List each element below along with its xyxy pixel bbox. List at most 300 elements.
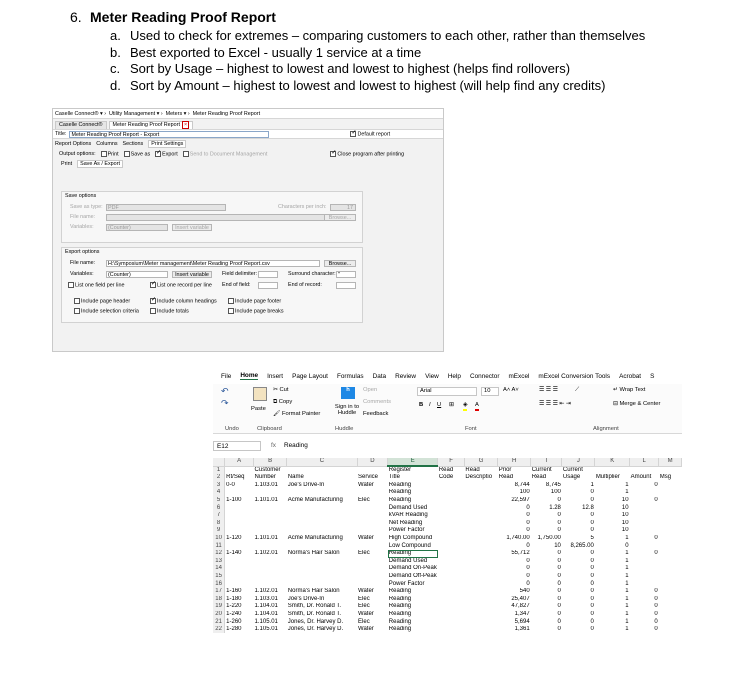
cell-d2[interactable]: Service [358,474,379,481]
paste-icon[interactable] [253,387,267,401]
cell-k6[interactable]: 10 [621,504,629,511]
cell-i1[interactable]: Current [531,466,552,473]
cell-h14[interactable]: 0 [526,565,530,572]
row-header[interactable]: 13 [213,558,225,566]
save-file-name-input[interactable] [106,214,336,221]
cell-b15[interactable] [254,573,287,581]
row-header[interactable]: 1 [213,466,225,474]
cell-l22[interactable]: 0 [654,626,658,633]
cell-j11[interactable]: 8,265.00 [570,542,594,549]
cell-i20[interactable]: 0 [557,610,561,617]
include-page-footer-toggle[interactable] [228,298,281,305]
cell-j15[interactable]: 0 [590,573,594,580]
surround-char-input[interactable]: " [336,271,356,278]
tab-sections[interactable]: Sections [122,141,144,147]
cell-a7[interactable] [225,512,254,520]
cell-g20[interactable] [464,611,497,619]
cell-e16[interactable]: Power Factor [388,580,425,587]
cell-k18[interactable]: 1 [625,595,629,602]
cell-e22[interactable]: Reading [388,626,412,633]
cell-f17[interactable] [438,588,465,596]
huddle-open-button[interactable]: Open [363,387,378,393]
cell-k8[interactable]: 10 [621,519,629,526]
include-page-header-toggle[interactable] [74,298,130,305]
cell-m20[interactable] [659,611,682,619]
cell-j7[interactable]: 0 [590,512,594,519]
cut-button[interactable] [273,387,289,394]
row-header[interactable]: 20 [213,611,225,619]
cell-h6[interactable]: 0 [526,504,530,511]
cell-k3[interactable]: 1 [625,481,629,488]
cell-f20[interactable] [438,611,465,619]
breadcrumb-report[interactable]: Meter Reading Proof Report [192,110,261,117]
cell-k1[interactable] [595,466,630,474]
huddle-feedback-button[interactable]: Feedback [363,411,389,417]
cell-j3[interactable]: 1 [590,481,594,488]
cell-k13[interactable]: 1 [625,557,629,564]
cell-c8[interactable] [287,520,357,528]
cell-h8[interactable]: 0 [526,519,530,526]
row-header[interactable]: 16 [213,580,225,588]
cell-b3[interactable]: 1.103.01 [254,481,278,488]
cell-f19[interactable] [438,603,465,611]
row-header[interactable]: 9 [213,527,225,535]
cell-b19[interactable]: 1.104.01 [254,603,278,610]
column-header-g[interactable]: G [464,458,497,466]
cell-i3[interactable]: 8,745 [545,481,561,488]
cell-e12[interactable]: Reading [388,550,438,558]
cell-f18[interactable] [438,596,465,604]
cell-b17[interactable]: 1.102.01 [254,588,278,595]
cell-a8[interactable] [225,520,254,528]
align-top-icons[interactable]: ☰ ☰ ☰ [539,387,558,393]
cell-a1[interactable] [225,466,254,474]
column-header-d[interactable]: D [357,458,388,466]
cell-k11[interactable]: 0 [625,542,629,549]
cell-h3[interactable]: 8,744 [514,481,530,488]
cell-b5[interactable]: 1.101.01 [254,497,278,504]
cell-d18[interactable]: Elec [358,595,370,602]
cell-i5[interactable]: 0 [557,497,561,504]
cell-k22[interactable]: 1 [625,626,629,633]
cell-m17[interactable] [659,588,682,596]
column-header-k[interactable]: K [595,458,630,466]
menu-help[interactable]: Help [447,372,461,380]
column-header-b[interactable]: B [254,458,287,466]
cell-h19[interactable]: 47,827 [511,603,530,610]
row-header[interactable]: 15 [213,573,225,581]
include-selection-criteria-toggle[interactable] [74,308,139,315]
tab-print-settings[interactable]: Print Settings [148,140,186,148]
cell-d11[interactable] [357,542,388,550]
cell-c7[interactable] [287,512,357,520]
cell-m16[interactable] [659,580,682,588]
cell-h4[interactable]: 100 [519,489,530,496]
save-browse-button[interactable]: Browse... [324,214,356,221]
cell-l13[interactable] [630,558,659,566]
cell-j5[interactable]: 0 [590,497,594,504]
cell-l11[interactable] [630,542,659,550]
cell-f5[interactable] [438,497,465,505]
cell-j19[interactable]: 0 [590,603,594,610]
cell-c22[interactable]: Jones, Dr. Harvey D. [287,626,344,633]
cell-f10[interactable] [438,535,465,543]
chars-per-inch-stepper[interactable]: 17 [330,204,356,211]
cell-i18[interactable]: 0 [557,595,561,602]
cell-g2[interactable]: Descriptio [465,474,493,481]
cell-h10[interactable]: 1,740.00 [506,535,530,542]
format-painter-button[interactable] [273,411,320,418]
cell-c12[interactable]: Norma's Hair Salon [287,550,340,557]
cell-f7[interactable] [438,512,465,520]
column-header-m[interactable]: M [659,458,682,466]
cell-e9[interactable]: Power Factor [388,527,425,534]
cell-m14[interactable] [659,565,682,573]
row-header[interactable]: 18 [213,596,225,604]
breadcrumb-meters[interactable]: Meters ▾ › [165,110,190,117]
cell-a20[interactable]: 1-240 [226,610,242,617]
cell-i10[interactable]: 1,750.00 [537,535,561,542]
cell-m13[interactable] [659,558,682,566]
cell-c14[interactable] [287,565,357,573]
cell-j4[interactable]: 0 [590,489,594,496]
paste-button[interactable]: Paste [251,406,266,412]
copy-button[interactable] [273,399,292,406]
cell-c17[interactable]: Norma's Hair Salon [287,588,340,595]
cell-c9[interactable] [287,527,357,535]
cell-l8[interactable] [630,520,659,528]
cell-j9[interactable]: 0 [590,527,594,534]
cell-m10[interactable] [659,535,682,543]
cell-j22[interactable]: 0 [590,626,594,633]
cell-f14[interactable] [438,565,465,573]
column-header-l[interactable]: L [630,458,659,466]
undo-icon[interactable]: ↶ [221,386,229,396]
column-header-a[interactable]: A [225,458,254,466]
menu-home[interactable]: Home [240,372,259,379]
cell-l5[interactable]: 0 [654,497,658,504]
cell-e19[interactable]: Reading [388,603,412,610]
row-header[interactable]: 12 [213,550,225,558]
cell-m3[interactable] [659,482,682,490]
tab-caselle-connect[interactable]: Caselle Connect® [55,121,107,129]
cell-a18[interactable]: 1-180 [226,595,242,602]
close-icon[interactable]: × [183,122,188,128]
cell-c3[interactable]: Joe's Drive-In [287,481,325,488]
cell-b12[interactable]: 1.102.01 [254,550,278,557]
cell-b2[interactable]: Number [254,474,276,481]
bold-icon[interactable]: B [419,402,424,408]
row-header[interactable]: 2 [213,474,225,482]
cell-a17[interactable]: 1-160 [226,588,242,595]
cell-a4[interactable] [225,489,254,497]
cell-f6[interactable] [438,504,465,512]
italic-icon[interactable]: I [429,402,431,408]
cell-g19[interactable] [464,603,497,611]
cell-j8[interactable]: 0 [590,519,594,526]
column-header-i[interactable]: I [531,458,562,466]
cell-d7[interactable] [357,512,388,520]
tab-report-options[interactable]: Report Options [55,141,92,147]
cell-e11[interactable]: Low Compound [388,542,431,549]
cell-d22[interactable]: Water [358,626,374,633]
cell-a2[interactable]: Rt/Seq [226,474,245,481]
save-variables-select[interactable]: (Counter) [106,224,168,231]
cell-k16[interactable]: 1 [625,580,629,587]
cell-d12[interactable]: Elec [358,550,370,557]
tab-save-as-export[interactable]: Save As / Export [77,160,123,168]
export-file-name-input[interactable]: H:\Symposium\Meter management\Meter Reading Proof Report.csv [106,260,320,267]
include-column-headings-toggle[interactable] [150,298,217,305]
cell-k20[interactable]: 1 [625,610,629,617]
cell-h2[interactable]: Read [498,474,514,481]
cell-b13[interactable] [254,558,287,566]
cell-m21[interactable] [659,618,682,626]
cell-f3[interactable] [438,482,465,490]
cell-d13[interactable] [357,558,388,566]
cell-j10[interactable]: 5 [590,535,594,542]
cell-a11[interactable] [225,542,254,550]
title-input[interactable]: Meter Reading Proof Report - Export [69,131,269,138]
cell-f22[interactable] [438,626,465,634]
cell-j14[interactable]: 0 [590,565,594,572]
row-header[interactable]: 11 [213,542,225,550]
cell-i11[interactable]: 10 [554,542,561,549]
cell-d10[interactable]: Water [358,535,374,542]
font-size-select[interactable]: 10 [481,387,499,396]
cell-c6[interactable] [287,504,357,512]
cell-d1[interactable] [357,466,388,474]
cell-d15[interactable] [357,573,388,581]
include-totals-toggle[interactable] [150,308,189,315]
cell-m8[interactable] [659,520,682,528]
menu-review[interactable]: Review [395,372,417,380]
cell-l2[interactable]: Amount [630,474,652,481]
cell-c18[interactable]: Joe's Drive-In [287,595,325,602]
cell-l21[interactable]: 0 [654,618,658,625]
cell-d6[interactable] [357,504,388,512]
cell-j16[interactable]: 0 [590,580,594,587]
cell-f1[interactable]: Read [438,466,454,473]
cell-i4[interactable]: 100 [550,489,561,496]
cell-h20[interactable]: 1,347 [514,610,530,617]
row-header[interactable]: 5 [213,497,225,505]
menu-formulas[interactable]: Formulas [336,372,364,380]
include-page-breaks-toggle[interactable] [228,308,284,315]
cell-k9[interactable]: 10 [621,527,629,534]
cell-k7[interactable]: 10 [621,512,629,519]
cell-j20[interactable]: 0 [590,610,594,617]
cell-e2[interactable]: Title [388,474,400,481]
cell-g5[interactable] [464,497,497,505]
cell-m11[interactable] [659,542,682,550]
cell-l20[interactable]: 0 [654,610,658,617]
cell-c16[interactable] [287,580,357,588]
cell-e5[interactable]: Reading [388,497,412,504]
export-insert-variable-button[interactable]: Insert variable [172,271,212,278]
default-report-toggle[interactable] [350,131,390,137]
cell-g21[interactable] [464,618,497,626]
cell-e1[interactable]: Register [388,467,412,473]
cell-c15[interactable] [287,573,357,581]
cell-b6[interactable] [254,504,287,512]
cell-c21[interactable]: Jones, Dr. Harvey D. [287,618,344,625]
underline-icon[interactable]: U [437,402,442,408]
select-all-corner[interactable] [213,458,225,466]
row-header[interactable]: 3 [213,482,225,490]
row-header[interactable]: 21 [213,618,225,626]
cell-k5[interactable]: 10 [621,497,629,504]
cell-i15[interactable]: 0 [557,573,561,580]
cell-d17[interactable]: Water [358,588,374,595]
cell-d3[interactable]: Water [358,481,374,488]
output-export-toggle[interactable] [155,151,178,157]
cell-e7[interactable]: kVAR Reading [388,512,428,519]
cell-h17[interactable]: 540 [519,588,530,595]
cell-i21[interactable]: 0 [557,618,561,625]
cell-i22[interactable]: 0 [557,626,561,633]
cell-g22[interactable] [464,626,497,634]
cell-e3[interactable]: Reading [388,481,412,488]
cell-j13[interactable]: 0 [590,557,594,564]
cell-l6[interactable] [630,504,659,512]
cell-c19[interactable]: Smith, Dr. Ronald T. [287,603,342,610]
cell-m7[interactable] [659,512,682,520]
cell-b16[interactable] [254,580,287,588]
cell-e17[interactable]: Reading [388,588,412,595]
breadcrumb-utility[interactable]: Utility Management ▾ › [109,110,163,117]
cell-e13[interactable]: Demand Used [388,557,428,564]
menu-mexcel-conversion[interactable]: mExcel Conversion Tools [538,372,611,380]
cell-b9[interactable] [254,527,287,535]
cell-a22[interactable]: 1-280 [226,626,242,633]
cell-a6[interactable] [225,504,254,512]
cell-e4[interactable]: Reading [388,489,412,496]
cell-k4[interactable]: 1 [625,489,629,496]
fx-icon[interactable]: fx [271,442,276,449]
column-header-f[interactable]: F [438,458,465,466]
row-header[interactable]: 19 [213,603,225,611]
cell-i14[interactable]: 0 [557,565,561,572]
cell-c10[interactable]: Acme Manufacturing [287,535,343,542]
cell-i13[interactable]: 0 [557,557,561,564]
cell-m18[interactable] [659,596,682,604]
cell-k2[interactable]: Multiplier [595,474,620,481]
cell-j2[interactable]: Usage [562,474,581,481]
menu-overflow[interactable]: S [650,372,655,380]
cell-k17[interactable]: 1 [625,588,629,595]
orientation-icon[interactable]: ⟋ [575,387,580,393]
cell-f16[interactable] [438,580,465,588]
cell-d16[interactable] [357,580,388,588]
row-header[interactable]: 17 [213,588,225,596]
cell-g18[interactable] [464,596,497,604]
cell-e6[interactable]: Demand Used [388,504,428,511]
tab-print[interactable]: Print [61,161,73,167]
cell-k21[interactable]: 1 [625,618,629,625]
cell-g11[interactable] [464,542,497,550]
cell-a5[interactable]: 1-100 [226,497,242,504]
cell-m2[interactable]: Msg [659,474,672,481]
export-variables-select[interactable]: (Counter) [106,271,168,278]
cell-b18[interactable]: 1.103.01 [254,595,278,602]
cell-i16[interactable]: 0 [557,580,561,587]
menu-connector[interactable]: Connector [469,372,500,380]
column-header-c[interactable]: C [287,458,357,466]
cell-m1[interactable] [659,466,682,474]
cell-h5[interactable]: 22,597 [511,497,530,504]
cell-b7[interactable] [254,512,287,520]
cell-j6[interactable]: 12.8 [582,504,594,511]
end-of-record-input[interactable] [336,282,356,289]
cell-c13[interactable] [287,558,357,566]
cell-k14[interactable]: 1 [625,565,629,572]
cell-b10[interactable]: 1.101.01 [254,535,278,542]
field-delimiter-input[interactable] [258,271,278,278]
column-header-h[interactable]: H [498,458,531,466]
cell-h21[interactable]: 5,694 [514,618,530,625]
cell-h7[interactable]: 0 [526,512,530,519]
cell-m6[interactable] [659,504,682,512]
cell-b11[interactable] [254,542,287,550]
cell-l14[interactable] [630,565,659,573]
cell-e18[interactable]: Reading [388,595,412,602]
cell-a15[interactable] [225,573,254,581]
cell-j12[interactable]: 0 [590,550,594,557]
cell-f12[interactable] [438,550,465,558]
cell-l7[interactable] [630,512,659,520]
cell-d21[interactable]: Elec [358,618,370,625]
cell-i2[interactable]: Read [531,474,547,481]
cell-l17[interactable]: 0 [654,588,658,595]
cell-i12[interactable]: 0 [557,550,561,557]
cell-g17[interactable] [464,588,497,596]
cell-m22[interactable] [659,626,682,634]
cell-i7[interactable]: 0 [557,512,561,519]
cell-h1[interactable]: Prior [498,466,512,473]
row-header[interactable]: 8 [213,520,225,528]
cell-h16[interactable]: 0 [526,580,530,587]
formula-input[interactable]: Reading [283,442,308,449]
cell-h12[interactable]: 55,712 [511,550,530,557]
row-header[interactable]: 7 [213,512,225,520]
close-after-toggle[interactable] [330,151,404,157]
cell-g7[interactable] [464,512,497,520]
row-header[interactable]: 6 [213,504,225,512]
borders-icon[interactable]: ⊞ [449,402,454,408]
cell-d5[interactable]: Elec [358,497,370,504]
huddle-comments-button[interactable]: Comments [363,399,392,405]
font-name-select[interactable]: Arial [417,387,477,396]
wrap-text-button[interactable] [613,387,645,394]
tab-columns[interactable]: Columns [96,141,118,147]
cell-c5[interactable]: Acme Manufacturing [287,497,343,504]
cell-e21[interactable]: Reading [388,618,412,625]
cell-g16[interactable] [464,580,497,588]
cell-f11[interactable] [438,542,465,550]
save-insert-variable-button[interactable]: Insert variable [172,224,212,231]
cell-h13[interactable]: 0 [526,557,530,564]
cell-b14[interactable] [254,565,287,573]
cell-m9[interactable] [659,527,682,535]
cell-g3[interactable] [464,482,497,490]
cell-g14[interactable] [464,565,497,573]
cell-i19[interactable]: 0 [557,603,561,610]
cell-h18[interactable]: 25,407 [511,595,530,602]
cell-b21[interactable]: 1.105.01 [254,618,278,625]
cell-a14[interactable] [225,565,254,573]
menu-mexcel[interactable]: mExcel [508,372,530,380]
